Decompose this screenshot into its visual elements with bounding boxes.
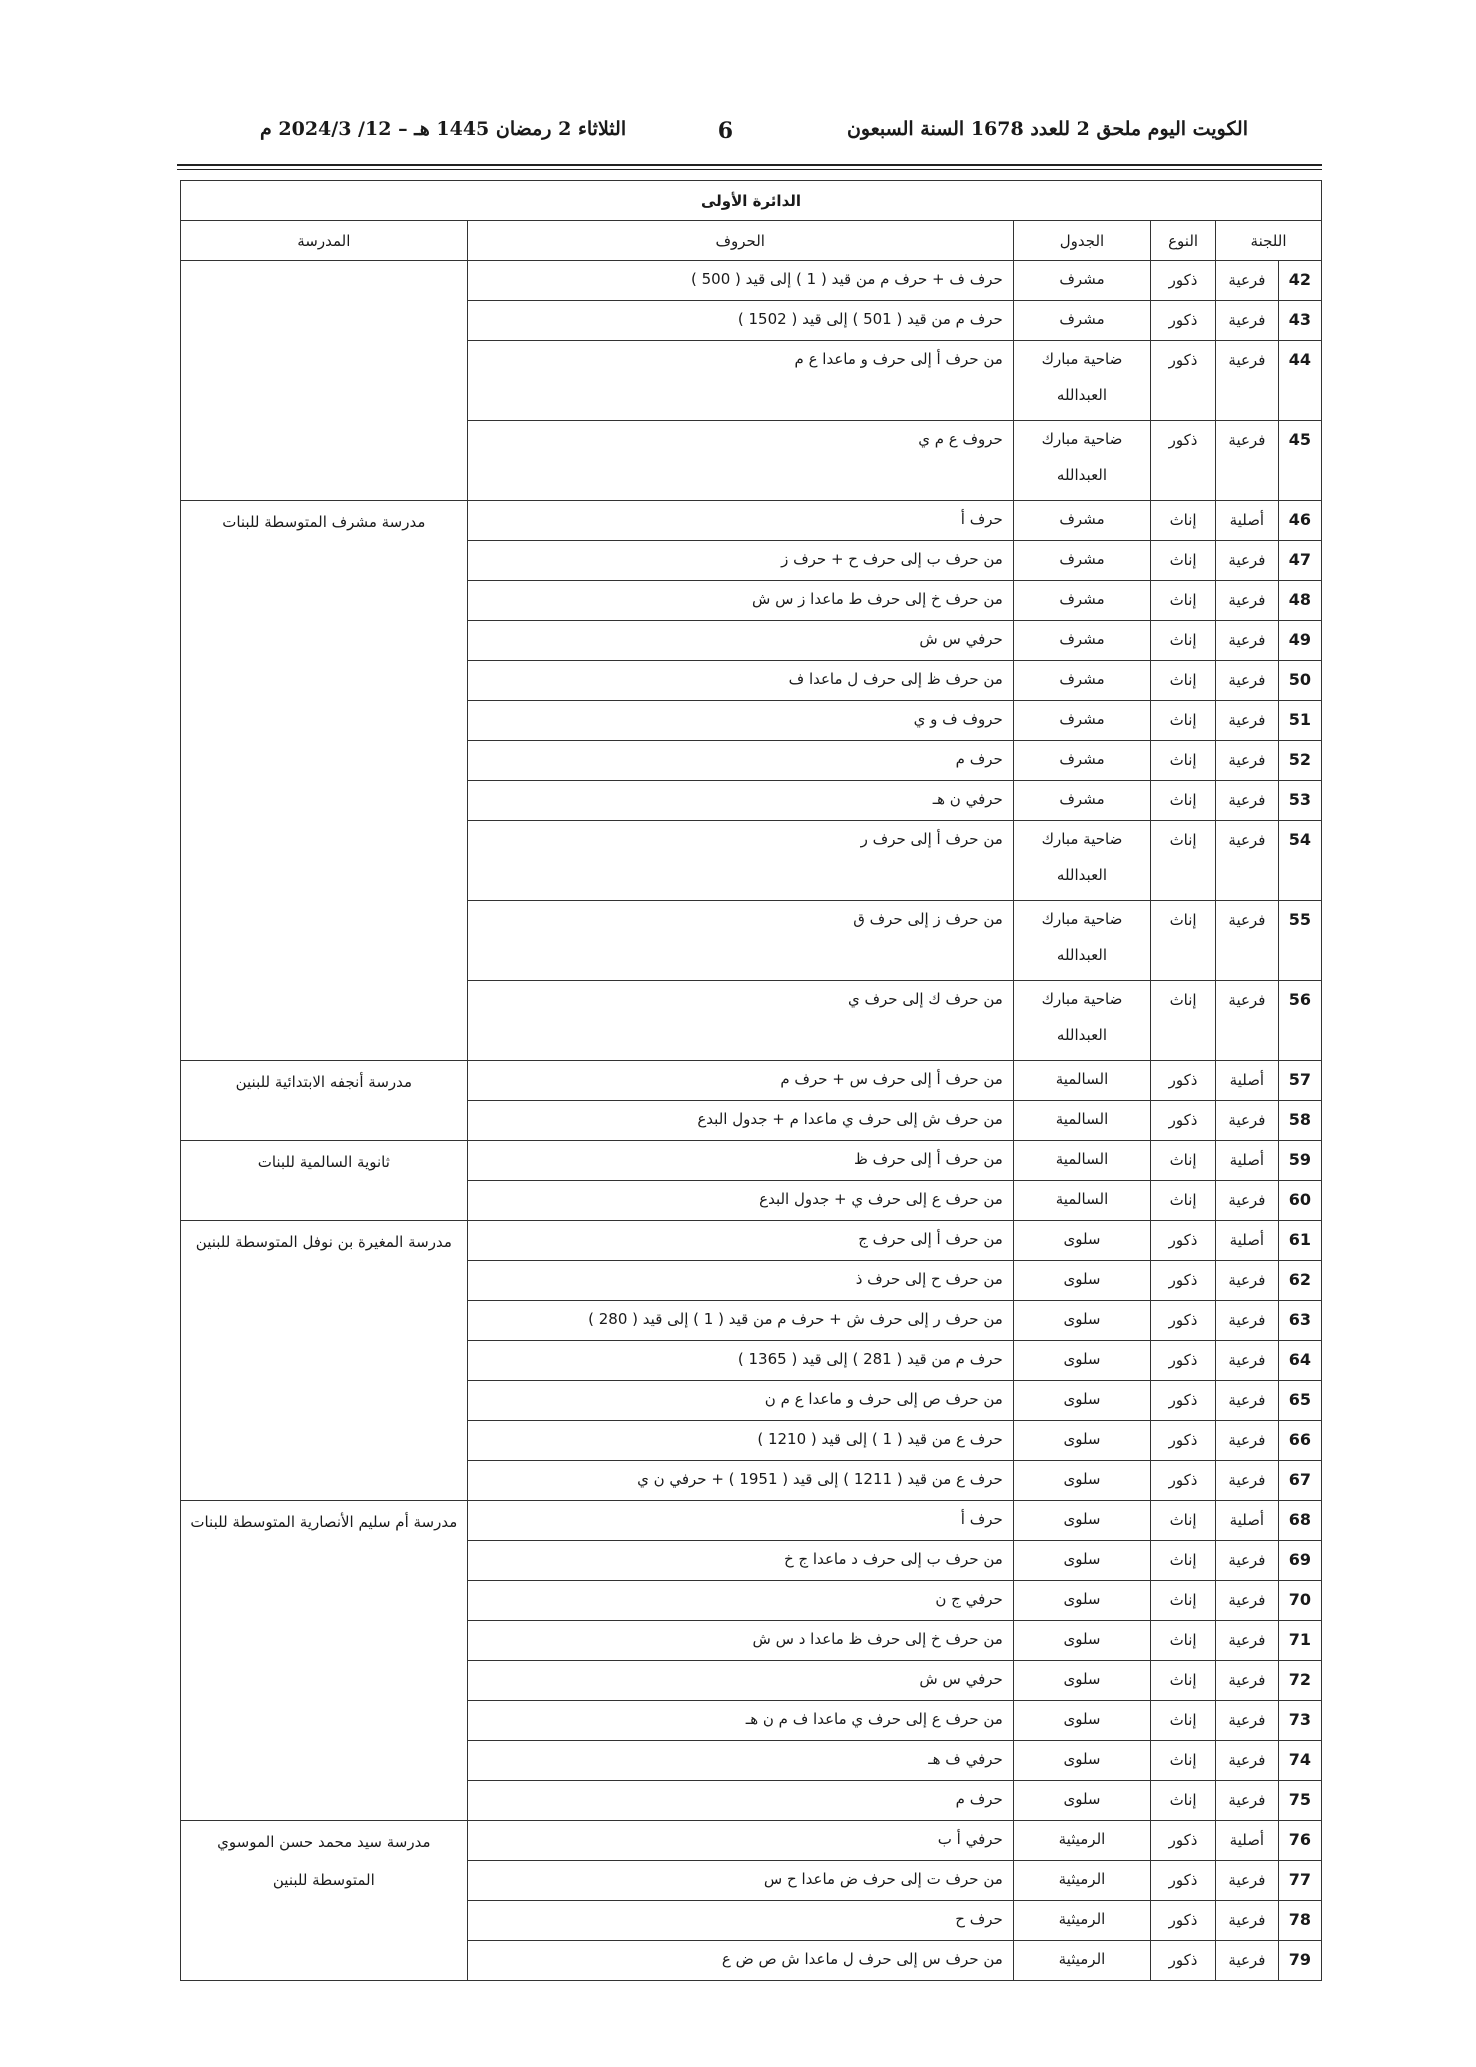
header-publication: الكويت اليوم ملحق 2 للعدد 1678 السنة السبعون (846, 118, 1248, 140)
type-cell: ذكور (1151, 1381, 1216, 1421)
type-cell: إناث (1151, 701, 1216, 741)
letters-cell: من حرف خ إلى حرف ظ ماعدا د س ش (467, 1621, 1013, 1661)
committee-cell: فرعية (1216, 1941, 1279, 1981)
type-cell: إناث (1151, 1541, 1216, 1581)
type-cell: ذكور (1151, 1821, 1216, 1861)
row-number: 44 (1278, 341, 1321, 421)
committee-cell: أصلية (1216, 1221, 1279, 1261)
row-number: 59 (1278, 1141, 1321, 1181)
committee-cell: فرعية (1216, 261, 1279, 301)
committee-cell: فرعية (1216, 541, 1279, 581)
area-cell: الرميثية (1013, 1861, 1150, 1901)
letters-cell: حرف م (467, 741, 1013, 781)
committee-cell: أصلية (1216, 1141, 1279, 1181)
committee-cell: فرعية (1216, 1701, 1279, 1741)
col-type: النوع (1151, 221, 1216, 261)
committee-cell: فرعية (1216, 1101, 1279, 1141)
type-cell: إناث (1151, 1621, 1216, 1661)
type-cell: ذكور (1151, 1421, 1216, 1461)
row-number: 49 (1278, 621, 1321, 661)
letters-cell: من حرف ز إلى حرف ق (467, 901, 1013, 981)
row-number: 75 (1278, 1781, 1321, 1821)
type-cell: إناث (1151, 501, 1216, 541)
school-cell: مدرسة أنجفه الابتدائية للبنين (181, 1061, 468, 1141)
letters-cell: من حرف ت إلى حرف ض ماعدا ح س (467, 1861, 1013, 1901)
school-cell: مدرسة سيد محمد حسن الموسوي المتوسطة للبنين (181, 1821, 468, 1981)
row-number: 71 (1278, 1621, 1321, 1661)
type-cell: ذكور (1151, 341, 1216, 421)
area-cell: مشرف (1013, 621, 1150, 661)
row-number: 79 (1278, 1941, 1321, 1981)
committee-cell: فرعية (1216, 341, 1279, 421)
school-cell: مدرسة أم سليم الأنصارية المتوسطة للبنات (181, 1501, 468, 1821)
area-cell: مشرف (1013, 581, 1150, 621)
row-number: 43 (1278, 301, 1321, 341)
row-number: 42 (1278, 261, 1321, 301)
committee-cell: فرعية (1216, 781, 1279, 821)
committee-cell: فرعية (1216, 1781, 1279, 1821)
area-cell: مشرف (1013, 741, 1150, 781)
area-cell: سلوى (1013, 1501, 1150, 1541)
area-cell: مشرف (1013, 261, 1150, 301)
type-cell: ذكور (1151, 1261, 1216, 1301)
area-cell: سلوى (1013, 1301, 1150, 1341)
letters-cell: حرف م من قيد ( 281 ) إلى قيد ( 1365 ) (467, 1341, 1013, 1381)
area-cell: سلوى (1013, 1741, 1150, 1781)
row-number: 54 (1278, 821, 1321, 901)
row-number: 70 (1278, 1581, 1321, 1621)
letters-cell: حروف ف و ي (467, 701, 1013, 741)
type-cell: ذكور (1151, 1901, 1216, 1941)
letters-cell: من حرف ب إلى حرف ح + حرف ز (467, 541, 1013, 581)
row-number: 73 (1278, 1701, 1321, 1741)
col-letters: الحروف (467, 221, 1013, 261)
header-rule (177, 164, 1322, 166)
type-cell: إناث (1151, 541, 1216, 581)
col-committee: اللجنة (1216, 221, 1322, 261)
type-cell: ذكور (1151, 1461, 1216, 1501)
letters-cell: حرف ع من قيد ( 1211 ) إلى قيد ( 1951 ) + حرفي ن ي (467, 1461, 1013, 1501)
area-cell: السالمية (1013, 1061, 1150, 1101)
letters-cell: من حرف أ إلى حرف ظ (467, 1141, 1013, 1181)
row-number: 76 (1278, 1821, 1321, 1861)
committee-cell: فرعية (1216, 1581, 1279, 1621)
letters-cell: حرفي ن هـ (467, 781, 1013, 821)
committee-cell: فرعية (1216, 981, 1279, 1061)
type-cell: إناث (1151, 741, 1216, 781)
committees-table (180, 180, 1322, 1981)
committee-cell: فرعية (1216, 1541, 1279, 1581)
header-page-number: 6 (717, 118, 733, 144)
letters-cell: حروف ع م ي (467, 421, 1013, 501)
letters-cell: من حرف ر إلى حرف ش + حرف م من قيد ( 1 ) إلى قيد ( 280 ) (467, 1301, 1013, 1341)
area-cell: سلوى (1013, 1701, 1150, 1741)
area-cell: سلوى (1013, 1261, 1150, 1301)
letters-cell: حرفي ج ن (467, 1581, 1013, 1621)
school-cell: ثانوية السالمية للبنات (181, 1141, 468, 1221)
letters-cell: حرف ح (467, 1901, 1013, 1941)
row-number: 66 (1278, 1421, 1321, 1461)
letters-cell: حرفي أ ب (467, 1821, 1013, 1861)
letters-cell: حرفي ف هـ (467, 1741, 1013, 1781)
table-row (181, 1141, 1322, 1181)
area-cell: سلوى (1013, 1581, 1150, 1621)
committee-cell: فرعية (1216, 1301, 1279, 1341)
letters-cell: حرفي س ش (467, 1661, 1013, 1701)
row-number: 47 (1278, 541, 1321, 581)
row-number: 72 (1278, 1661, 1321, 1701)
letters-cell: من حرف ظ إلى حرف ل ماعدا ف (467, 661, 1013, 701)
committee-cell: فرعية (1216, 1461, 1279, 1501)
header-date: الثلاثاء 2 رمضان 1445 هـ – 12/ 2024/3 م (260, 118, 627, 140)
letters-cell: من حرف ك إلى حرف ي (467, 981, 1013, 1061)
row-number: 60 (1278, 1181, 1321, 1221)
committee-cell: أصلية (1216, 1501, 1279, 1541)
type-cell: إناث (1151, 1501, 1216, 1541)
type-cell: ذكور (1151, 1101, 1216, 1141)
letters-cell: حرف م (467, 1781, 1013, 1821)
committee-cell: فرعية (1216, 1261, 1279, 1301)
committee-cell: فرعية (1216, 1381, 1279, 1421)
letters-cell: من حرف ب إلى حرف د ماعدا ج خ (467, 1541, 1013, 1581)
letters-cell: من حرف س إلى حرف ل ماعدا ش ص ض ع (467, 1941, 1013, 1981)
col-area: الجدول (1013, 221, 1150, 261)
area-cell: سلوى (1013, 1381, 1150, 1421)
area-cell: سلوى (1013, 1421, 1150, 1461)
school-cell: مدرسة المغيرة بن نوفل المتوسطة للبنين (181, 1221, 468, 1501)
area-cell: ضاحية مبارك العبدالله (1013, 901, 1150, 981)
committee-cell: فرعية (1216, 821, 1279, 901)
type-cell: إناث (1151, 1181, 1216, 1221)
row-number: 57 (1278, 1061, 1321, 1101)
type-cell: إناث (1151, 1701, 1216, 1741)
area-cell: سلوى (1013, 1221, 1150, 1261)
table-row (181, 1501, 1322, 1541)
committee-cell: فرعية (1216, 1901, 1279, 1941)
area-cell: الرميثية (1013, 1941, 1150, 1981)
letters-cell: من حرف ع إلى حرف ي ماعدا ف م ن هـ (467, 1701, 1013, 1741)
row-number: 67 (1278, 1461, 1321, 1501)
committee-cell: فرعية (1216, 1741, 1279, 1781)
committee-cell: فرعية (1216, 741, 1279, 781)
row-number: 52 (1278, 741, 1321, 781)
row-number: 56 (1278, 981, 1321, 1061)
area-cell: ضاحية مبارك العبدالله (1013, 981, 1150, 1061)
committee-cell: أصلية (1216, 1061, 1279, 1101)
district-title: الدائرة الأولى (181, 181, 1322, 221)
type-cell: إناث (1151, 661, 1216, 701)
table-row (181, 261, 1322, 301)
letters-cell: حرف م من قيد ( 501 ) إلى قيد ( 1502 ) (467, 301, 1013, 341)
letters-cell: حرف ع من قيد ( 1 ) إلى قيد ( 1210 ) (467, 1421, 1013, 1461)
area-cell: سلوى (1013, 1781, 1150, 1821)
row-number: 77 (1278, 1861, 1321, 1901)
row-number: 58 (1278, 1101, 1321, 1141)
area-cell: سلوى (1013, 1461, 1150, 1501)
letters-cell: من حرف ح إلى حرف ذ (467, 1261, 1013, 1301)
school-cell: مدرسة مشرف المتوسطة للبنات (181, 501, 468, 1061)
type-cell: إناث (1151, 581, 1216, 621)
committee-cell: فرعية (1216, 901, 1279, 981)
area-cell: مشرف (1013, 501, 1150, 541)
row-number: 69 (1278, 1541, 1321, 1581)
type-cell: ذكور (1151, 301, 1216, 341)
committee-cell: أصلية (1216, 1821, 1279, 1861)
area-cell: السالمية (1013, 1141, 1150, 1181)
area-cell: مشرف (1013, 701, 1150, 741)
area-cell: مشرف (1013, 301, 1150, 341)
row-number: 74 (1278, 1741, 1321, 1781)
letters-cell: حرف أ (467, 501, 1013, 541)
committee-cell: فرعية (1216, 581, 1279, 621)
row-number: 45 (1278, 421, 1321, 501)
row-number: 48 (1278, 581, 1321, 621)
row-number: 65 (1278, 1381, 1321, 1421)
type-cell: ذكور (1151, 1341, 1216, 1381)
row-number: 62 (1278, 1261, 1321, 1301)
letters-cell: من حرف ع إلى حرف ي + جدول البدع (467, 1181, 1013, 1221)
area-cell: ضاحية مبارك العبدالله (1013, 341, 1150, 421)
committee-cell: فرعية (1216, 421, 1279, 501)
type-cell: ذكور (1151, 421, 1216, 501)
type-cell: إناث (1151, 821, 1216, 901)
committee-cell: فرعية (1216, 621, 1279, 661)
type-cell: إناث (1151, 1141, 1216, 1181)
letters-cell: من حرف خ إلى حرف ط ماعدا ز س ش (467, 581, 1013, 621)
row-number: 61 (1278, 1221, 1321, 1261)
area-cell: ضاحية مبارك العبدالله (1013, 821, 1150, 901)
committee-cell: فرعية (1216, 1341, 1279, 1381)
letters-cell: حرفي س ش (467, 621, 1013, 661)
committee-cell: فرعية (1216, 661, 1279, 701)
area-cell: سلوى (1013, 1621, 1150, 1661)
table-row (181, 1061, 1322, 1101)
school-cell (181, 261, 468, 501)
area-cell: مشرف (1013, 781, 1150, 821)
committee-cell: فرعية (1216, 301, 1279, 341)
row-number: 78 (1278, 1901, 1321, 1941)
table-row (181, 1221, 1322, 1261)
letters-cell: من حرف ص إلى حرف و ماعدا ع م ن (467, 1381, 1013, 1421)
type-cell: ذكور (1151, 1061, 1216, 1101)
committee-cell: أصلية (1216, 501, 1279, 541)
committee-cell: فرعية (1216, 701, 1279, 741)
area-cell: مشرف (1013, 541, 1150, 581)
area-cell: الرميثية (1013, 1901, 1150, 1941)
type-cell: ذكور (1151, 1861, 1216, 1901)
letters-cell: حرف أ (467, 1501, 1013, 1541)
type-cell: إناث (1151, 1581, 1216, 1621)
row-number: 46 (1278, 501, 1321, 541)
area-cell: سلوى (1013, 1541, 1150, 1581)
type-cell: ذكور (1151, 1221, 1216, 1261)
row-number: 64 (1278, 1341, 1321, 1381)
area-cell: الرميثية (1013, 1821, 1150, 1861)
area-cell: مشرف (1013, 661, 1150, 701)
row-number: 63 (1278, 1301, 1321, 1341)
type-cell: إناث (1151, 1661, 1216, 1701)
letters-cell: حرف ف + حرف م من قيد ( 1 ) إلى قيد ( 500 ) (467, 261, 1013, 301)
area-cell: السالمية (1013, 1181, 1150, 1221)
row-number: 68 (1278, 1501, 1321, 1541)
type-cell: إناث (1151, 621, 1216, 661)
type-cell: ذكور (1151, 1941, 1216, 1981)
type-cell: إناث (1151, 1781, 1216, 1821)
committee-cell: فرعية (1216, 1861, 1279, 1901)
header-rule-thin (177, 169, 1322, 170)
letters-cell: من حرف أ إلى حرف ج (467, 1221, 1013, 1261)
committee-cell: فرعية (1216, 1421, 1279, 1461)
table-row (181, 501, 1322, 541)
row-number: 55 (1278, 901, 1321, 981)
page-header (260, 118, 1248, 158)
area-cell: سلوى (1013, 1661, 1150, 1701)
type-cell: ذكور (1151, 1301, 1216, 1341)
area-cell: السالمية (1013, 1101, 1150, 1141)
type-cell: إناث (1151, 981, 1216, 1061)
row-number: 51 (1278, 701, 1321, 741)
row-number: 50 (1278, 661, 1321, 701)
type-cell: إناث (1151, 781, 1216, 821)
committee-cell: فرعية (1216, 1661, 1279, 1701)
letters-cell: من حرف ش إلى حرف ي ماعدا م + جدول البدع (467, 1101, 1013, 1141)
area-cell: سلوى (1013, 1341, 1150, 1381)
type-cell: إناث (1151, 1741, 1216, 1781)
letters-cell: من حرف أ إلى حرف و ماعدا ع م (467, 341, 1013, 421)
type-cell: ذكور (1151, 261, 1216, 301)
letters-cell: من حرف أ إلى حرف س + حرف م (467, 1061, 1013, 1101)
area-cell: ضاحية مبارك العبدالله (1013, 421, 1150, 501)
row-number: 53 (1278, 781, 1321, 821)
letters-cell: من حرف أ إلى حرف ر (467, 821, 1013, 901)
table-row (181, 1821, 1322, 1861)
type-cell: إناث (1151, 901, 1216, 981)
committee-cell: فرعية (1216, 1181, 1279, 1221)
col-school: المدرسة (181, 221, 468, 261)
committee-cell: فرعية (1216, 1621, 1279, 1661)
